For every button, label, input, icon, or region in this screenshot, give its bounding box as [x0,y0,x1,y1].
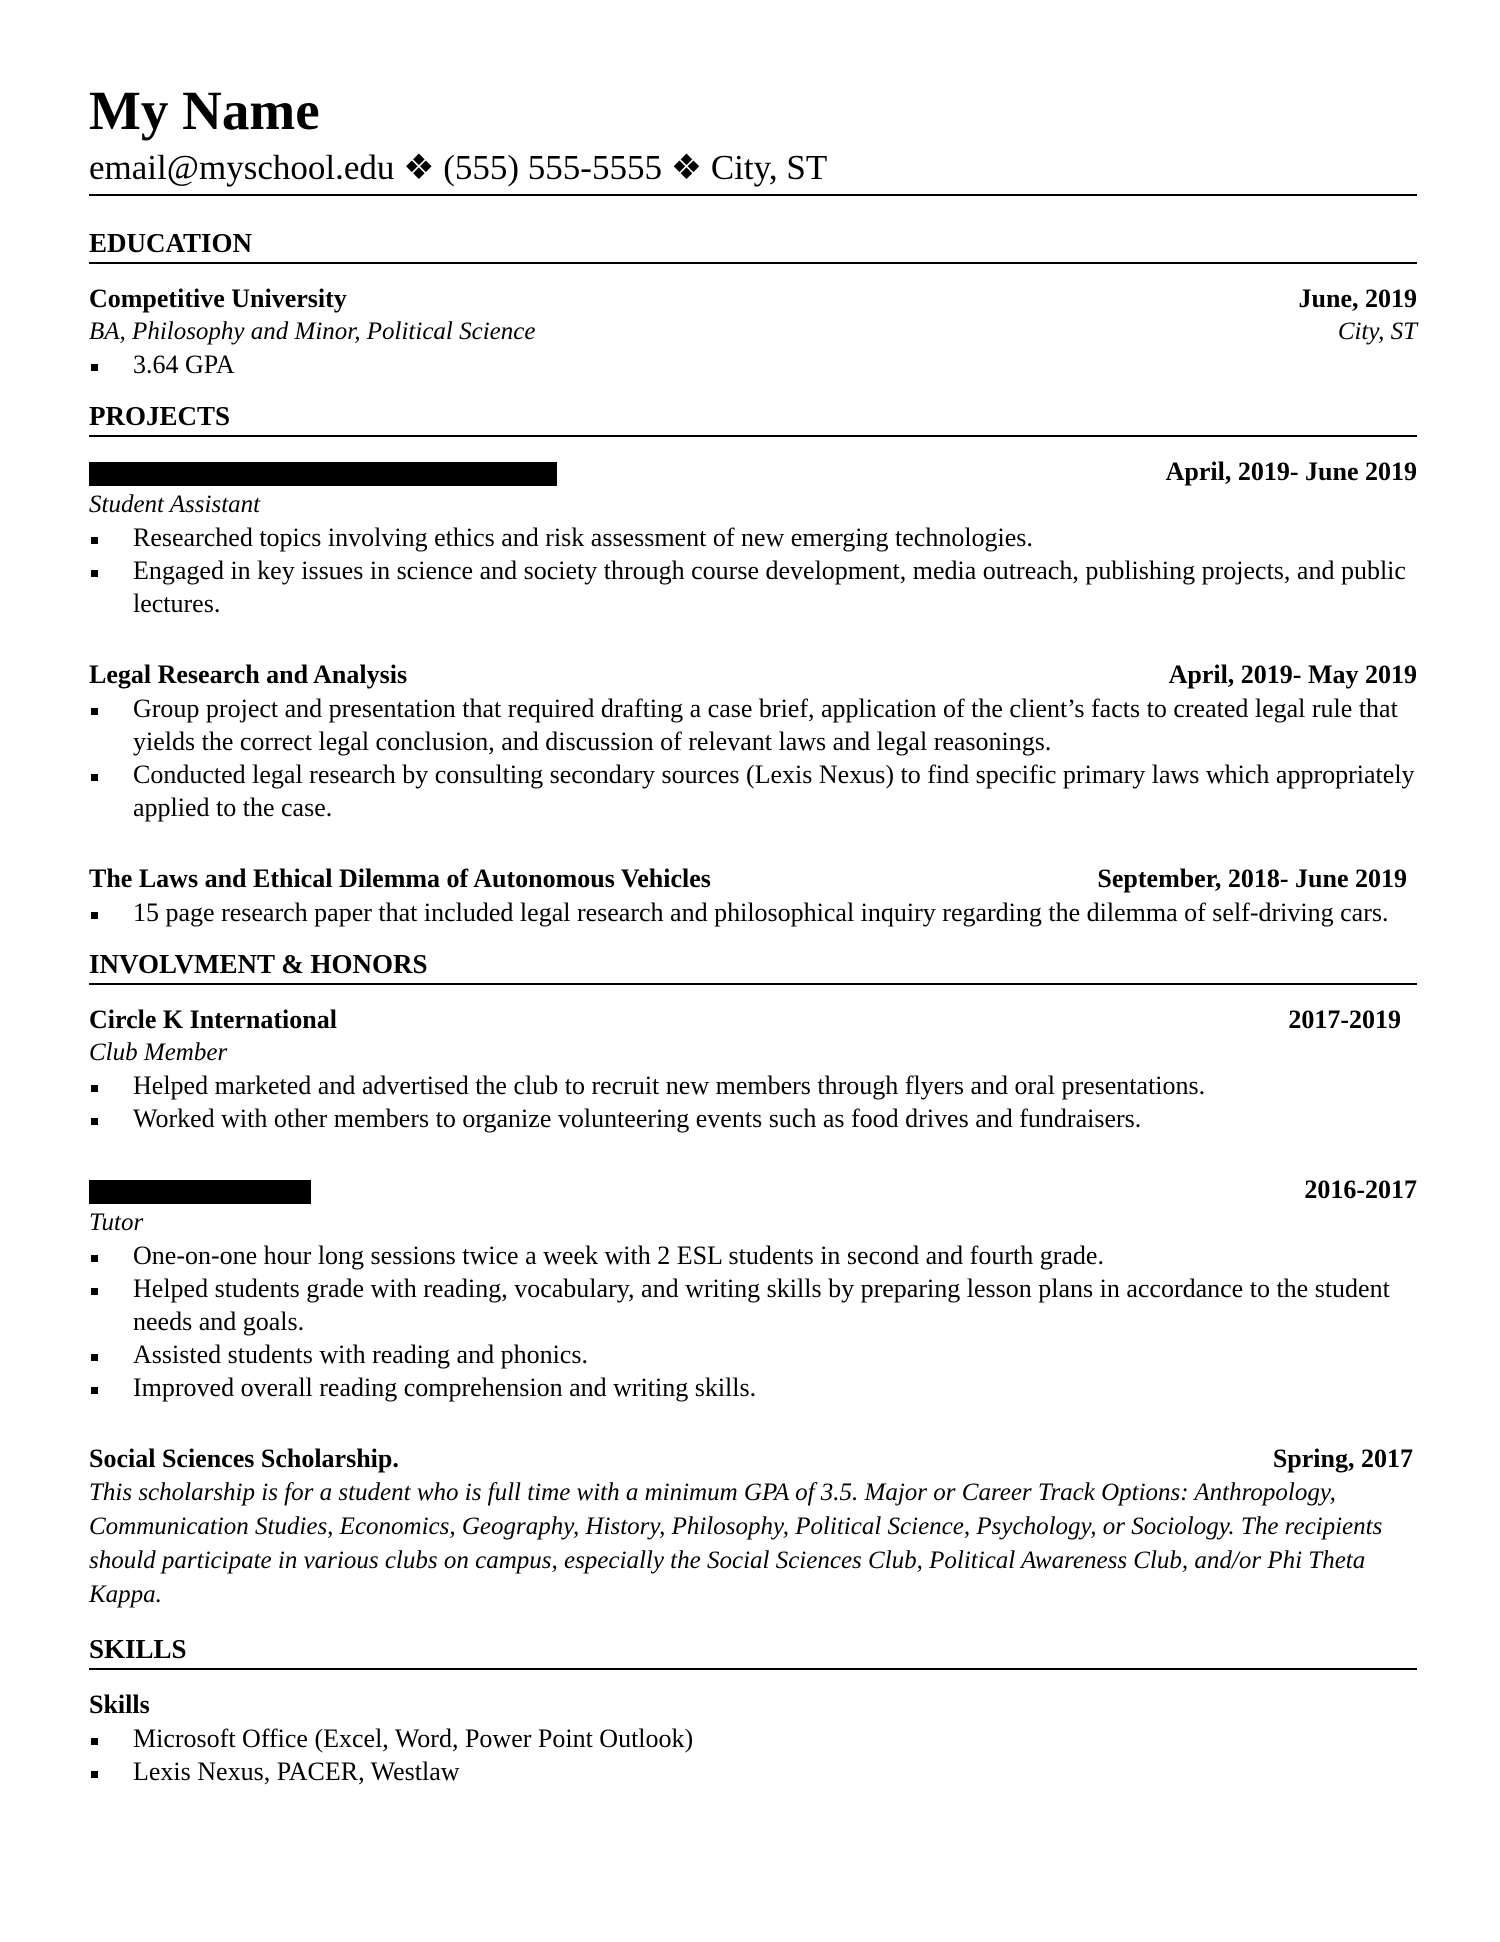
involvement-date: 2017-2019 [1288,1005,1401,1034]
project-title: The Laws and Ethical Dilemma of Autonomous Vehicles [89,864,711,893]
involvement-title: Circle K International [89,1005,337,1034]
project-role: Student Assistant [89,491,261,518]
contact-line: email@myschool.edu ❖ (555) 555-5555 ❖ City, ST [89,146,1417,196]
list-item: Group project and presentation that required drafting a case brief, application of the client’s facts to created legal rule that yields the correct legal conclusion, and discussion of relevant laws and legal reasonings. [89,692,1417,758]
education-location: City, ST [1337,318,1417,345]
skills-heading: Skills [89,1690,150,1719]
redacted-project-title [89,455,557,489]
involvement-bullets [89,1069,1417,1135]
project-date: April, 2019- June 2019 [1165,457,1417,486]
redacted-involvement-title [89,1173,311,1207]
involvement-date: 2016-2017 [1304,1175,1417,1204]
list-item: Microsoft Office (Excel, Word, Power Point Outlook) [89,1722,1417,1755]
list-item: 3.64 GPA [89,348,1417,381]
project-bullets [89,521,1417,620]
involvement-bullets [89,1239,1417,1404]
list-item: Lexis Nexus, PACER, Westlaw [89,1755,1417,1788]
list-item: Engaged in key issues in science and society through course development, media outreach, publishing projects, and public lectures. [89,554,1417,620]
education-section [89,226,1417,381]
education-date: June, 2019 [1298,284,1417,313]
section-title-education: EDUCATION [89,226,1417,264]
involvement-entry [89,1442,1417,1612]
skills-section [89,1632,1417,1788]
project-entry [89,862,1417,929]
scholarship-description: This scholarship is for a student who is full time with a minimum GPA of 3.5. Major or Career Track Options: Anthropology, Communication Studies, Economics, Geography, History, Philosophy, Political Science, Psychology, or Sociology. The recipients should participate in various clubs on campus, especially the Social Sciences Club, Political Awareness Club, and/or Phi Theta Kappa. [89,1479,1383,1608]
list-item: Assisted students with reading and phonics. [89,1338,1417,1371]
involvement-section [89,947,1417,1612]
section-title-skills: SKILLS [89,1632,1417,1670]
project-date: September, 2018- June 2019 [1097,864,1407,893]
project-entry [89,658,1417,824]
list-item: Helped marketed and advertised the club to recruit new members through flyers and oral presentations. [89,1069,1417,1102]
list-item: One-on-one hour long sessions twice a week with 2 ESL students in second and fourth grade. [89,1239,1417,1272]
skills-bullets [89,1722,1417,1788]
list-item: Improved overall reading comprehension and writing skills. [89,1371,1417,1404]
education-bullets [89,348,1417,381]
involvement-entry [89,1173,1417,1404]
list-item: Researched topics involving ethics and risk assessment of new emerging technologies. [89,521,1417,554]
list-item: Conducted legal research by consulting secondary sources (Lexis Nexus) to find specific primary laws which appropriately applied to the case. [89,758,1417,824]
scholarship-date: Spring, 2017 [1272,1444,1413,1473]
degree: BA, Philosophy and Minor, Political Science [89,318,536,345]
section-title-involvement: INVOLVMENT & HONORS [89,947,1417,985]
list-item: Worked with other members to organize volunteering events such as food drives and fundraisers. [89,1102,1417,1135]
involvement-role: Club Member [89,1039,228,1066]
section-title-projects: PROJECTS [89,399,1417,437]
resume-page [89,80,1417,1788]
involvement-role: Tutor [89,1209,144,1236]
school-name: Competitive University [89,284,347,313]
scholarship-title: Social Sciences Scholarship. [89,1444,399,1473]
project-entry [89,455,1417,620]
project-date: April, 2019- May 2019 [1168,660,1417,689]
projects-section [89,399,1417,929]
involvement-entry [89,1003,1417,1135]
resume-name: My Name [89,80,320,141]
project-bullets [89,692,1417,824]
list-item: Helped students grade with reading, vocabulary, and writing skills by preparing lesson plans in accordance to the student needs and goals. [89,1272,1417,1338]
education-entry [89,282,1417,381]
project-bullets [89,896,1417,929]
list-item: 15 page research paper that included legal research and philosophical inquiry regarding the dilemma of self-driving cars. [89,896,1417,929]
project-title: Legal Research and Analysis [89,660,408,689]
